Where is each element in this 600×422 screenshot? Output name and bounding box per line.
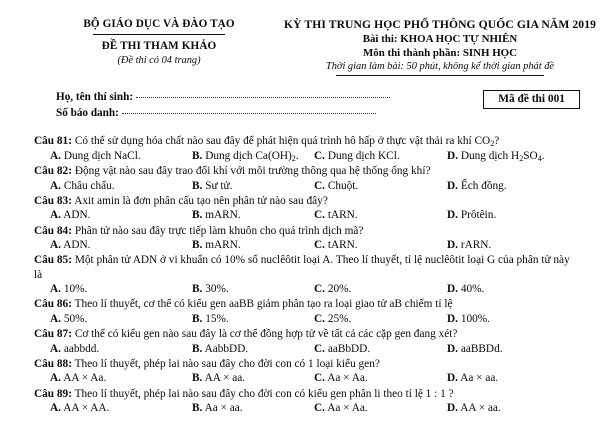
option-84-b-text: mARN. [205,239,241,252]
question-87-text: Cơ thể có kiểu gen nào sau đây là cơ thể đồng hợp tử về tất cả các cặp gen đang xét? [74,328,458,341]
question-81-sub: 2 [490,139,495,149]
option-89-d-text: AA × aa. [460,402,501,415]
option-82-c-letter: C. [314,179,325,192]
question-81-stem [34,134,580,149]
duration-note: Thời gian làm bài: 50 phút, không kể thời gian phát đề [325,61,555,73]
option-84-c[interactable] [314,238,447,253]
question-89-text: Theo lí thuyết, phép lai nào sau đây cho đời con có kiểu gen phân li theo tỉ lệ 1 : 1 ? [74,387,454,400]
question-84-stem [34,224,580,239]
option-88-d[interactable] [447,371,498,386]
question-82-stem [34,164,580,179]
question-85-stem [34,253,580,282]
subject-name: Môn thi thành phần: SINH HỌC [362,47,517,60]
option-81-d-sub2: 4 [537,153,542,163]
test-name: Bài thi: KHOA HỌC TỰ NHIÊN [362,33,518,46]
option-81-a[interactable] [50,149,192,164]
option-88-a-letter: A. [50,372,61,385]
option-83-d[interactable] [447,208,496,223]
option-83-d-letter: D. [447,209,458,222]
exam-title: KỲ THI TRUNG HỌC PHỔ THÔNG QUỐC GIA NĂM 2019 [284,18,596,31]
option-89-a-text: AA × AA. [63,402,110,415]
option-83-b-letter: B. [192,209,203,222]
option-82-a-text: Châu chấu. [63,179,115,192]
option-88-d-letter: D. [447,372,458,385]
option-81-c[interactable] [314,149,447,164]
question-89-number: Câu 89: [34,387,72,400]
option-81-b[interactable] [192,149,314,164]
exam-type-label: ĐỀ THI THAM KHẢO [101,40,217,53]
option-88-d-text: Aa × aa. [460,372,499,385]
option-88-b-letter: B. [192,372,203,385]
option-86-d-letter: D. [447,313,458,326]
question-88-options [34,371,580,386]
option-87-b-text: AabbDD. [204,342,249,355]
option-83-c-letter: C. [314,209,325,222]
question-85-text: Một phân tử ADN ở vi khuẩn có 10% số nuclêôtit loại A. Theo lí thuyết, tỉ lệ nuclêôtit loại G của phân tử này là [34,254,570,281]
option-89-c-letter: C. [314,402,325,415]
question-85-number: Câu 85: [34,254,72,267]
option-82-d[interactable] [447,179,507,194]
option-86-a-text: 50%. [63,313,88,326]
option-86-b-text: 15%. [205,313,229,326]
option-88-a[interactable] [50,371,192,386]
option-83-d-text: Prôtêin. [460,209,497,222]
option-84-b-letter: B. [192,239,203,252]
document-header [12,18,596,76]
option-89-d-letter: D. [447,402,458,415]
option-81-d-text: Dung dịch H [460,150,520,163]
option-86-c-letter: C. [314,313,325,326]
question-89 [34,387,580,417]
option-89-d[interactable] [447,401,501,416]
option-88-a-text: AA × Aa. [63,372,107,385]
ministry-name: BỘ GIÁO DỤC VÀ ĐÀO TẠO [83,18,235,30]
question-81-number: Câu 81: [34,135,72,148]
question-86-number: Câu 86: [34,298,72,311]
option-82-a[interactable] [50,179,192,194]
option-86-b[interactable] [192,312,314,327]
option-89-c[interactable] [314,401,447,416]
question-88 [34,357,580,387]
option-81-d-letter: D. [447,150,458,163]
candidate-name-label: Họ, tên thí sinh: [56,91,134,104]
option-82-d-text: Ếch đồng. [460,179,507,192]
option-87-c-letter: C. [314,342,325,355]
option-88-b-text: AA × aa. [204,372,246,385]
question-89-options [34,401,580,416]
question-81-options [34,149,580,164]
option-87-c-text: aaBbDD. [327,342,371,355]
option-84-c-text: tARN. [327,239,358,252]
option-89-a-letter: A. [50,402,61,415]
option-81-d-sub: 2 [519,153,524,163]
option-86-b-letter: B. [192,313,203,326]
option-85-c[interactable] [314,282,447,297]
question-84-text: Phân tử nào sau đây trực tiếp làm khuôn cho quá trình dịch mã? [74,224,364,237]
option-87-a-letter: A. [50,342,61,355]
option-86-d[interactable] [447,312,490,327]
option-81-c-letter: C. [314,150,325,163]
option-89-a[interactable] [50,401,192,416]
option-85-a-text: 10%. [63,283,88,296]
option-81-b-tail: . [295,150,299,163]
option-82-c-text: Chuột. [327,179,359,192]
option-86-a[interactable] [50,312,192,327]
option-83-a-text: ADN. [63,209,91,222]
option-87-d[interactable] [447,342,503,357]
option-85-b-letter: B. [192,283,203,296]
candidate-info [12,90,588,130]
option-89-c-text: Aa × Aa. [327,402,368,415]
option-81-d-tail: SO [523,150,538,163]
option-84-c-letter: C. [314,239,325,252]
option-81-d[interactable] [447,149,545,164]
question-86-text: Theo lí thuyết, cơ thể có kiểu gen aaBB giảm phân tạo ra loại giao tử aB chiếm tỉ lệ [74,298,453,311]
option-88-c-letter: C. [314,372,325,385]
option-87-b[interactable] [192,342,314,357]
question-85 [34,253,580,297]
option-86-c-text: 25%. [327,313,352,326]
option-82-a-letter: A. [50,179,61,192]
candidate-id-label: Số báo danh: [56,107,119,120]
option-86-d-text: 100%. [460,313,490,326]
question-83-number: Câu 83: [34,194,72,207]
option-81-d-tail2: . [541,150,545,163]
option-87-a[interactable] [50,342,192,357]
question-83-stem [34,194,580,209]
option-88-c[interactable] [314,371,447,386]
header-left-column [34,18,284,67]
question-82-number: Câu 82: [34,165,72,178]
option-84-a[interactable] [50,238,192,253]
question-81-tail: ? [494,135,500,148]
question-82-text: Động vật nào sau đây trao đổi khí với môi trường thông qua hệ thống ống khí? [74,165,431,178]
question-88-stem [34,357,580,372]
question-83-options [34,208,580,223]
option-82-b[interactable] [192,179,314,194]
option-85-d-text: 40%. [460,283,485,296]
option-83-c-text: tARN. [327,209,358,222]
option-82-d-letter: D. [447,179,458,192]
option-85-d-letter: D. [447,283,458,296]
question-87-options [34,342,580,357]
question-88-text: Theo lí thuyết, phép lai nào sau đây cho đời con có 1 loại kiểu gen? [74,357,380,370]
question-86-stem [34,297,580,312]
option-84-d[interactable] [447,238,491,253]
option-87-d-letter: D. [447,342,458,355]
option-83-b-text: mARN. [205,209,241,222]
option-82-b-letter: B. [192,179,203,192]
question-83-text: Axit amin là đơn phân cấu tạo nên phân tử nào sau đây? [74,194,328,207]
option-82-c[interactable] [314,179,447,194]
option-83-b[interactable] [192,208,314,223]
question-81-text: Có thể sử dụng hóa chất nào sau đây để phát hiện quá trình hô hấp ở thực vật thải ra khí CO [74,135,491,148]
candidate-id-field[interactable] [122,104,376,114]
option-87-d-text: aaBBDd. [460,342,503,355]
question-84-number: Câu 84: [34,224,72,237]
option-81-b-text: Dung dịch Ca(OH) [205,150,292,163]
question-86 [34,297,580,327]
option-81-a-text: Dung dịch NaCl. [63,150,141,163]
question-81 [34,134,580,164]
option-87-c[interactable] [314,342,447,357]
question-87-stem [34,327,580,342]
question-84-options [34,238,580,253]
option-85-b[interactable] [192,282,314,297]
option-87-a-text: aabbdd. [63,342,100,355]
option-85-a[interactable] [50,282,192,297]
option-84-a-text: ADN. [63,239,91,252]
option-84-b[interactable] [192,238,314,253]
option-84-a-letter: A. [50,239,61,252]
option-88-b[interactable] [192,371,314,386]
option-85-a-letter: A. [50,283,61,296]
option-88-c-text: Aa × Aa. [327,372,368,385]
option-85-c-text: 20%. [327,283,352,296]
option-86-c[interactable] [314,312,447,327]
option-87-b-letter: B. [192,342,203,355]
option-82-b-text: Sư tử. [205,179,233,192]
option-84-d-letter: D. [447,239,458,252]
option-85-b-text: 30%. [205,283,229,296]
question-88-number: Câu 88: [34,357,72,370]
header-left-rule [93,34,225,35]
question-84 [34,224,580,254]
question-86-options [34,312,580,327]
option-81-c-text: Dung dịch KCl. [327,150,400,163]
option-81-b-letter: B. [192,150,203,163]
option-89-b-letter: B. [192,402,203,415]
option-86-a-letter: A. [50,313,61,326]
header-right-column [284,18,596,76]
exam-code-box: Mã đề thi 001 [483,90,580,109]
question-82-options [34,179,580,194]
option-83-a-letter: A. [50,209,61,222]
question-87-number: Câu 87: [34,328,72,341]
option-83-c[interactable] [314,208,447,223]
option-84-d-text: rARN. [460,239,492,252]
question-87 [34,327,580,357]
question-85-options [34,282,580,297]
option-85-d[interactable] [447,282,484,297]
question-83 [34,194,580,224]
page-count-note: (Đề thi có 04 trang) [117,54,201,66]
option-81-b-sub: 2 [291,153,296,163]
option-89-b[interactable] [192,401,314,416]
candidate-name-field[interactable] [136,88,390,98]
header-right-rule [336,75,544,76]
option-83-a[interactable] [50,208,192,223]
option-81-a-letter: A. [50,150,61,163]
question-list [12,134,588,416]
option-89-b-text: Aa × aa. [204,402,243,415]
question-89-stem [34,387,580,402]
option-85-c-letter: C. [314,283,325,296]
question-82 [34,164,580,194]
